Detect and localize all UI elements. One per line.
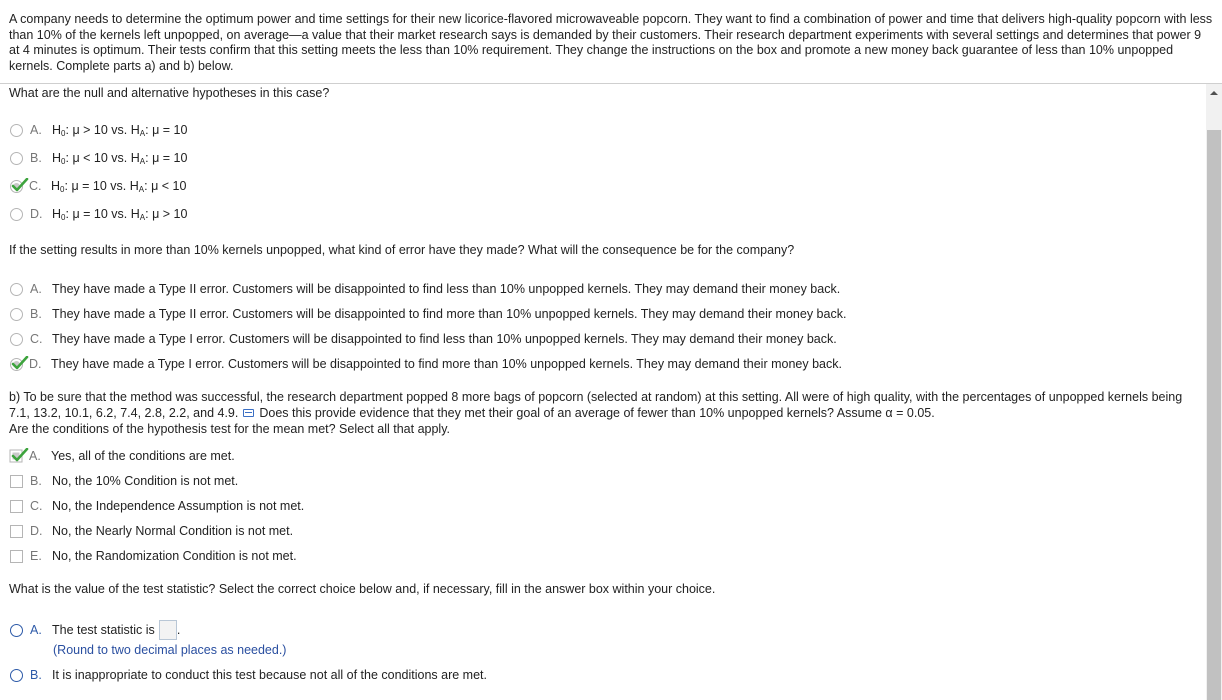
scroll-thumb[interactable] — [1207, 130, 1221, 700]
problem-statement — [0, 0, 1222, 84]
q4-prompt: What is the value of the test statistic? Select the correct choice below and, if necessary, fill in the answer box within your choice. — [9, 582, 716, 596]
part-b-text: b) To be sure that the method was successful, the research department popped 8 more bags of popcorn (selected at random) at this setting. All were of high quality, with the percentages of unpopped kernels being 7.1, 13.2, 10.1, 6.2, 7.4, 2.8, 2.2, and 4.9. Does this provide evidence that they met their goal of an average of fewer than 10% unpopped kernels? Assume α = 0.05. — [9, 390, 1183, 420]
option-text: They have made a Type II error. Customers will be disappointed to find more than 10% unpopped kernels. They may demand their money back. — [52, 307, 847, 321]
radio-button[interactable] — [10, 283, 23, 296]
radio-button[interactable] — [10, 152, 23, 165]
radio-button[interactable] — [10, 208, 23, 221]
conditions-prompt: Are the conditions of the hypothesis test for the mean met? Select all that apply. — [9, 422, 450, 436]
hypothesis-text: $H_0$: μ = 10 vs. $H_A$: μ > 10 — [52, 206, 188, 222]
option-letter: C. — [30, 499, 43, 513]
checkbox[interactable] — [10, 475, 23, 488]
condition-option-d[interactable] — [10, 521, 293, 541]
option-letter: A. — [29, 449, 41, 463]
option-text: The test statistic is — [52, 623, 155, 637]
question-content — [0, 84, 1206, 700]
checkbox[interactable] — [10, 550, 23, 563]
hypothesis-text: $H_0$: μ = 10 vs. $H_A$: μ < 10 — [51, 178, 187, 194]
option-letter: B. — [30, 474, 42, 488]
vertical-scrollbar[interactable] — [1206, 84, 1222, 700]
option-text: No, the 10% Condition is not met. — [52, 474, 239, 488]
hypothesis-text: $H_0$: μ < 10 vs. $H_A$: μ = 10 — [52, 150, 188, 166]
option-letter: C. — [29, 179, 42, 193]
radio-button[interactable] — [10, 333, 23, 346]
sentence-end: . — [176, 623, 181, 637]
checkbox[interactable] — [10, 500, 23, 513]
hypothesis-text: $H_0$: μ > 10 vs. $H_A$: μ = 10 — [52, 122, 188, 138]
q2-option-d[interactable] — [10, 354, 842, 374]
option-letter: D. — [29, 357, 42, 371]
condition-option-e[interactable] — [10, 546, 297, 566]
problem-text: A company needs to determine the optimum power and time settings for their new licorice-flavored microwaveable popcorn. They want to find a combination of power and time that delivers high-quality popcorn with less than 10% of the kernels left unpopped, on average—a value that their market research says is demanded by their customers. Their research department experiments with several settings and determines that power 9 at 4 minutes is optimum. Their tests confirm that this setting meets the less than 10% requirement. They change the instructions on the box and promote a new money back guarantee of less than 10% unpopped kernels. Complete parts a) and b) below. — [9, 12, 1213, 73]
option-text: They have made a Type I error. Customers will be disappointed to find less than 10% unpopped kernels. They may demand their money back. — [52, 332, 837, 346]
selected-check-icon[interactable] — [9, 178, 29, 194]
option-text: It is inappropriate to conduct this test because not all of the conditions are met. — [52, 668, 487, 682]
option-text: They have made a Type II error. Customers will be disappointed to find less than 10% unpopped kernels. They may demand their money back. — [52, 282, 841, 296]
option-letter: A. — [30, 123, 42, 137]
q1-option-d[interactable] — [10, 204, 187, 224]
condition-option-b[interactable] — [10, 471, 238, 491]
radio-button[interactable] — [10, 124, 23, 137]
q2-option-a[interactable] — [10, 279, 840, 299]
selected-checkbox-icon[interactable] — [9, 448, 29, 464]
option-letter: D. — [30, 524, 43, 538]
q1-option-b[interactable] — [10, 148, 187, 168]
selected-check-icon[interactable] — [9, 356, 29, 372]
q4-option-a[interactable] — [10, 620, 180, 640]
option-letter: B. — [30, 668, 42, 682]
option-text: They have made a Type I error. Customers will be disappointed to find more than 10% unpopped kernels. They may demand their money back. — [51, 357, 842, 371]
q2-prompt: If the setting results in more than 10% kernels unpopped, what kind of error have they made? What will the consequence be for the company? — [9, 243, 795, 257]
radio-button[interactable] — [10, 308, 23, 321]
option-letter: A. — [30, 623, 42, 637]
q2-option-c[interactable] — [10, 329, 837, 349]
q2-option-b[interactable] — [10, 304, 846, 324]
option-text: Yes, all of the conditions are met. — [51, 449, 235, 463]
scroll-up-arrow-icon[interactable] — [1206, 84, 1222, 102]
q1-option-a[interactable] — [10, 120, 187, 140]
option-letter: B. — [30, 151, 42, 165]
option-text: No, the Randomization Condition is not met. — [52, 549, 297, 563]
option-letter: E. — [30, 549, 42, 563]
q1-option-c[interactable] — [10, 176, 186, 196]
radio-button[interactable] — [10, 669, 23, 682]
test-statistic-input[interactable] — [159, 620, 177, 640]
option-letter: D. — [30, 207, 43, 221]
option-letter: C. — [30, 332, 43, 346]
condition-option-a[interactable] — [10, 446, 235, 466]
q1-prompt: What are the null and alternative hypotheses in this case? — [9, 86, 330, 100]
rounding-hint: (Round to two decimal places as needed.) — [53, 643, 287, 657]
data-table-icon[interactable] — [243, 409, 254, 417]
option-letter: A. — [30, 282, 42, 296]
q4-option-b[interactable] — [10, 665, 487, 685]
condition-option-c[interactable] — [10, 496, 304, 516]
option-letter: B. — [30, 307, 42, 321]
checkbox[interactable] — [10, 525, 23, 538]
option-text: No, the Nearly Normal Condition is not met. — [52, 524, 294, 538]
radio-button[interactable] — [10, 624, 23, 637]
option-text: No, the Independence Assumption is not met. — [52, 499, 305, 513]
